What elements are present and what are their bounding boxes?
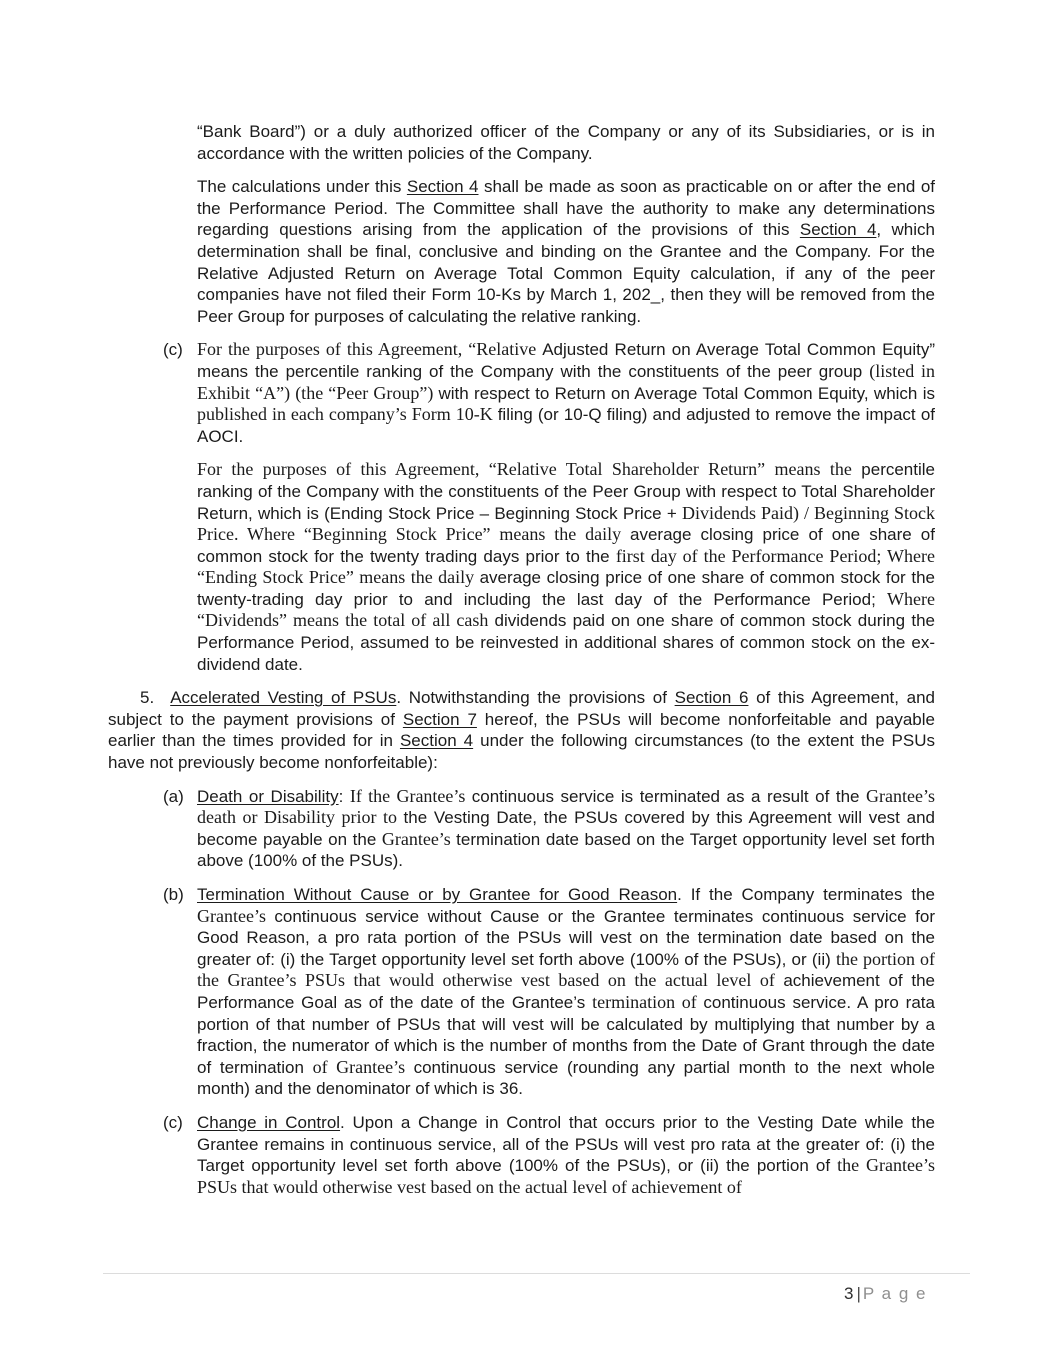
footer-separator: |	[856, 1284, 861, 1303]
text-run: Section 4	[799, 220, 877, 240]
text-run: first day of the Performance Period; Where “Ending Stock Price” means the daily	[197, 545, 936, 588]
text-run: Section 4	[399, 731, 474, 751]
page-footer	[844, 1283, 927, 1305]
list-item-text	[197, 787, 935, 871]
text-run: filing (or 10-Q filing) and adjusted to remove the impact of AOCI.	[197, 405, 935, 446]
text-run: . Notwithstanding the provisions of	[396, 688, 675, 708]
text-run: published in each company’s Form 10-K	[197, 404, 498, 425]
text-run: For the purposes of this Agreement, “Relative Total Shareholder Return” means the	[197, 459, 862, 480]
page-number: 3	[844, 1284, 855, 1303]
paragraph-relative-total-shareholder-return	[197, 459, 935, 675]
text-run: of this Agreement, and subject to the payment provisions of	[108, 688, 935, 729]
list-item-c-relative-adjusted-return	[163, 339, 935, 447]
text-run: . Upon a Change in Control that occurs prior to the Vesting Date while the Grantee remains in continuous service, all of the PSUs will vest pro rata at the greater of: (i) the Target opportunity level set forth above (100% of the PSUs), or (ii) the portion of	[197, 1112, 935, 1176]
section-5-accelerated-vesting	[108, 687, 935, 773]
text-run: with respect to Return on Average Total Common Equity, which is	[438, 383, 935, 403]
text-run: of Grantee’s	[312, 1056, 414, 1077]
section-number: 5.	[140, 688, 155, 708]
text-run: Dividends Paid) / Beginning Stock Price. Where “Beginning Stock Price” means the daily	[197, 502, 935, 545]
text-run: Grantee’s	[381, 828, 457, 849]
list-item-b-termination-without-cause	[163, 884, 935, 1100]
paragraph-section4-calculations	[197, 176, 935, 327]
paragraph-bank-board	[197, 121, 935, 164]
text-run: Death or Disability	[197, 786, 339, 806]
list-item-a-death-or-disability	[163, 786, 935, 872]
text-run: Section 6	[674, 688, 749, 708]
text-run: average closing price of one share of common stock for the twenty-trading day prior to and including the last day of the Performance Period;	[197, 568, 935, 609]
text-run: Adjusted Return on Average Total Common Equity” means the percentile ranking of the Company with the constituents of the peer group	[197, 340, 935, 381]
text-run: continuous service is terminated as a result of the	[471, 786, 867, 806]
text-run: Change in Control	[197, 1112, 341, 1132]
text-run: Section 7	[402, 709, 477, 729]
text-run: percentile ranking of the Company with the constituents of the Peer Group with respect to Total Shareholder Return, which is (Ending Stock Price – Beginning Stock Price +	[197, 460, 935, 523]
text-run: termination of	[592, 991, 704, 1012]
text-run: Where “Dividends” means the total of all cash	[197, 588, 935, 631]
text-run: . If the Company terminates the	[677, 885, 936, 904]
list-label: (c)	[163, 1112, 183, 1132]
text-run: under the following circumstances (to the extent the PSUs have not previously become nonforfeitable):	[108, 731, 936, 773]
list-item-text	[197, 340, 935, 445]
document-content	[108, 121, 935, 1210]
text-run: continuous service. A pro rata portion of that number of PSUs that will vest will be calculated by multiplying that number by a fraction, the numerator of which is the number of months from the Date of Grant through the date of termination	[197, 992, 935, 1077]
text-run: The calculations under this	[197, 177, 407, 197]
text-run: the Grantee’s PSUs that would otherwise vest based on the actual level of achievement of	[197, 1155, 935, 1197]
text-run: continuous service (rounding any partial month to the next whole month) and the denominator of which is 36.	[197, 1057, 935, 1099]
text-run: , which determination shall be final, conclusive and binding on the Grantee and the Company. For the Relative Adjusted Return on Average Total Common Equity calculation, if any of the peer companies have not filed their Form 10-Ks by March 1, 202_, then they will be removed from the Peer Group for purposes of calculating the relative ranking.	[197, 220, 935, 326]
list-label: (c)	[163, 340, 183, 360]
text-run: Termination Without Cause or by Grantee for Good Reason	[197, 885, 678, 904]
text-run: the portion of the Grantee’s PSUs that would otherwise vest based on the actual level of	[197, 948, 935, 991]
text-run: “Bank Board”) or a duly authorized officer of the Company or any of its Subsidiaries, or is in accordance with the written policies of the Company.	[197, 122, 935, 163]
text-run: Section 4	[406, 177, 479, 197]
text-run: Grantee’s	[197, 905, 275, 926]
text-run: the Vesting Date, the PSUs covered by this Agreement will vest and become payable on the	[197, 808, 935, 849]
list-item-text	[197, 1113, 935, 1197]
footer-divider	[103, 1273, 970, 1274]
text-run: continuous service without Cause or the Grantee terminates continuous service for Good Reason, a pro rata portion of the PSUs will vest on the termination date based on the greater of: (i) the Target opportunity level set forth above (100% of the PSUs), or (ii)	[197, 906, 935, 969]
list-item-text	[197, 885, 935, 1098]
text-run: shall be made as soon as practicable on or after the end of the Performance Period. The Committee shall have the authority to make any determinations regarding questions arising from the application of the provisions of this	[197, 177, 935, 240]
text-run: dividends paid on one share of common stock during the Performance Period, assumed to be reinvested in additional shares of common stock on the ex-dividend date.	[197, 611, 935, 674]
text-run: average closing price of one share of common stock for the twenty trading days prior to the	[197, 525, 935, 566]
text-run: termination date based on the Target opportunity level set forth above (100% of the PSUs).	[197, 829, 936, 871]
list-item-c-change-in-control	[163, 1112, 935, 1198]
text-run: hereof, the PSUs will become nonforfeitable and payable earlier than the times provided for in	[108, 709, 935, 751]
page-word: P a g e	[862, 1284, 927, 1303]
text-run: Grantee’s death or Disability prior to	[197, 785, 935, 828]
text-run: If the Grantee’s	[349, 785, 472, 806]
text-run: achievement of the Performance Goal as of the date of the Grantee’s	[197, 971, 935, 1012]
text-run: (listed in Exhibit “A”) (the “Peer Group”)	[197, 360, 935, 403]
text-run: :	[338, 786, 350, 806]
section-text	[108, 688, 935, 772]
list-label: (a)	[163, 786, 184, 806]
text-run: For the purposes of this Agreement, “Relative	[197, 339, 543, 360]
text-run: Accelerated Vesting of PSUs	[170, 688, 397, 708]
list-label: (b)	[163, 885, 184, 904]
